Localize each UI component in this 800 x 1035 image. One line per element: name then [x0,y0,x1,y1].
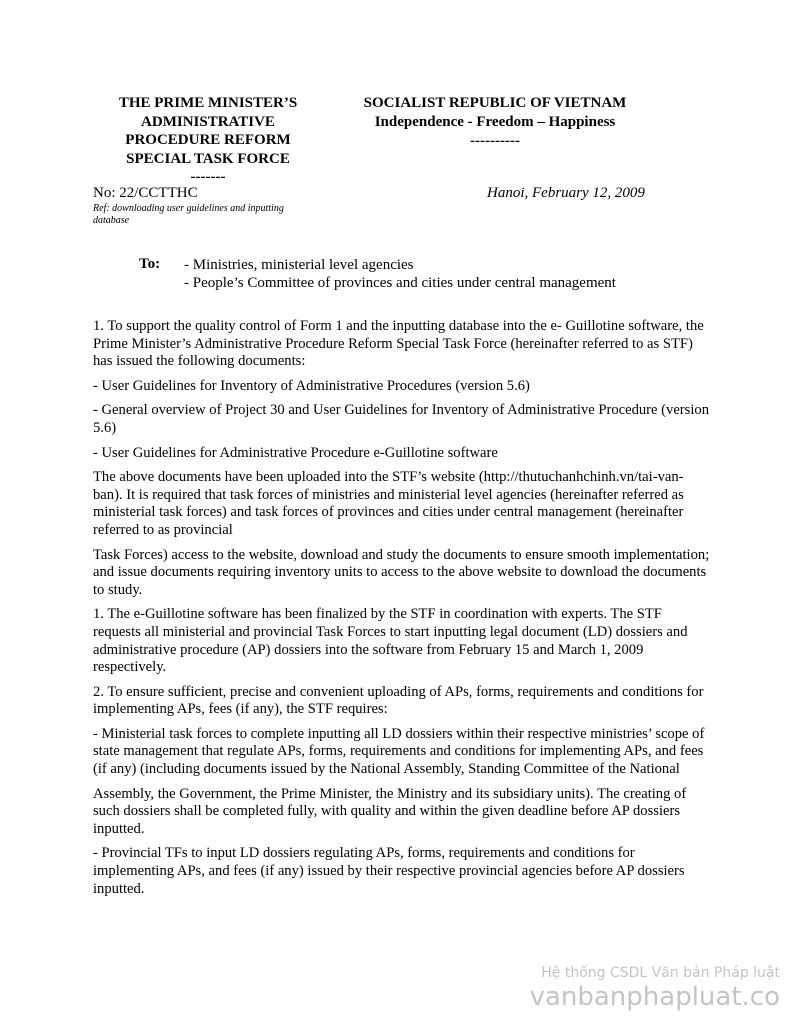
body-paragraph: 1. To support the quality control of Form 1 and the inputting database into the e- Guillotine software, the Prime Minister’s Administrative Procedure Reform Special Task Force (hereinafter referred to as STF) has issued the following documents: [93,318,704,370]
watermark-domain: vanbanphapluat.co [529,982,780,1012]
recipient-list [184,256,616,292]
watermark-tagline: Hệ thống CSDL Văn bản Pháp luật [541,965,780,981]
body-paragraph: The above documents have been uploaded into the STF’s website (http://thutuchanhchinh.vn/tai-van-ban). It is required that task forces of ministries and ministerial level agencies (hereinafter referred as ministerial task forces) and task forces of provinces and cities under central management (hereinafter referred to as provincial [93,469,684,538]
body-paragraph: Task Forces) access to the website, download and study the documents to ensure smooth implementation; and issue documents requiring inventory units to access to the above website to download the documents to study. [93,546,710,598]
body-paragraph: - Ministerial task forces to complete inputting all LD dossiers within their respective ministries’ scope of state management that regulate APs, forms, requirements and conditions for implementing APs, and fees (if any) (including documents issued by the National Assembly, Standing Committee of the National [93,725,705,778]
body-paragraph: 2. To ensure sufficient, precise and convenient uploading of APs, forms, requirements and conditions for implementing APs, fees (if any), the STF requires: [93,683,704,718]
national-motto: Independence - Freedom – Happiness [374,114,616,130]
body-paragraph: - Provincial TFs to input LD dossiers regulating APs, forms, requirements and conditions for implementing APs, and fees (if any) issued by their respective provincial agencies before AP dossiers inputted. [93,845,685,897]
motto-divider: ---------- [470,133,520,149]
issuer-line: PROCEDURE REFORM [125,132,291,148]
recipient-item: - People’s Committee of provinces and cities under central management [184,275,616,291]
document-number: No: 22/CCTTHC [93,185,198,201]
issuer-block [98,94,318,187]
body-paragraph: - General overview of Project 30 and User Guidelines for Inventory of Administrative Procedure (version 5.6) [93,402,709,436]
issuer-line: ADMINISTRATIVE [141,113,275,130]
issuer-line: SPECIAL TASK FORCE [126,150,290,167]
document-body [93,318,713,905]
body-paragraph: Assembly, the Government, the Prime Minister, the Ministry and its subsidiary units). The creating of such dossiers shall be completed fully, with quality and within the given deadline before AP dossiers inputted. [93,785,687,837]
recipient-item: - Ministries, ministerial level agencies [184,257,414,273]
issuer-line: THE PRIME MINISTER’S [118,95,298,111]
country-name: SOCIALIST REPUBLIC OF VIETNAM [363,95,627,111]
to-label: To: [139,256,161,272]
body-paragraph: - User Guidelines for Inventory of Administrative Procedures (version 5.6) [93,377,530,394]
body-paragraph: 1. The e-Guillotine software has been finalized by the STF in coordination with experts. The STF requests all ministerial and provincial Task Forces to start inputting legal document (LD) dossiers and administrative procedure (AP) dossiers into the software from February 15 and March 1, 2009 respectively. [93,606,688,676]
issuer-divider: ------- [190,169,226,185]
body-paragraph: - User Guidelines for Administrative Procedure e-Guillotine software [93,444,498,461]
site-watermark [530,964,780,1012]
date-line: Hanoi, February 12, 2009 [487,185,645,201]
national-header [330,94,660,151]
document-reference: Ref: downloading user guidelines and inputting database [93,203,284,226]
